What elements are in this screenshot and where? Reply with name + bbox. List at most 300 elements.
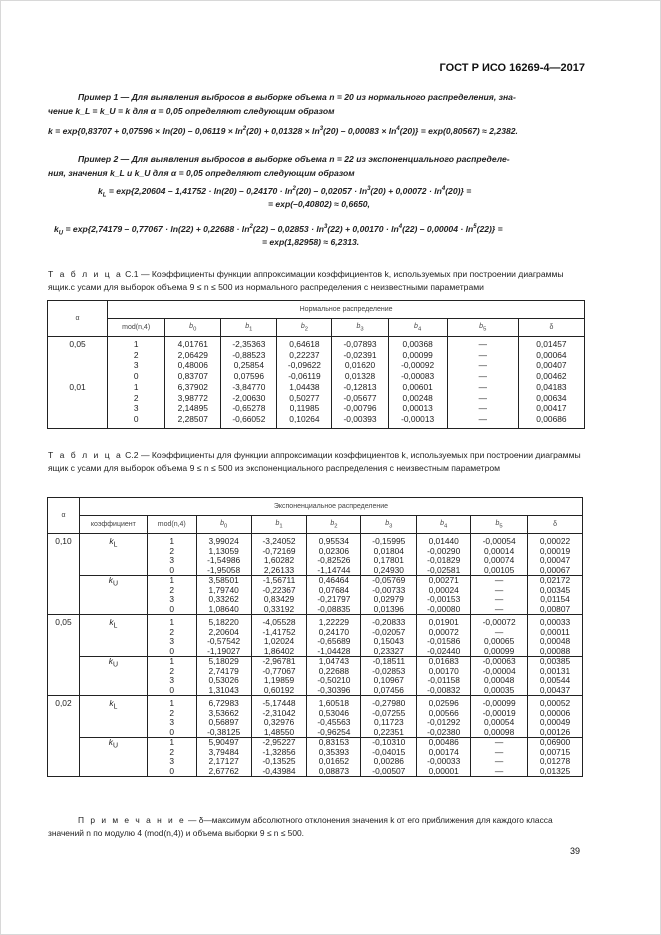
table-cell: 2 [169, 545, 175, 556]
page-number: 39 [570, 846, 581, 856]
table-cell: 0 [169, 645, 175, 656]
table-cell: 0,00019 [539, 545, 571, 556]
table-cell: 0,00011 [540, 626, 570, 637]
table-cell: 0,07456 [373, 684, 404, 695]
table-cell: -0,96254 [317, 726, 351, 737]
table-cell: 3,98772 [177, 392, 208, 403]
table-cell: 0,00098 [483, 726, 515, 737]
data-column [471, 696, 528, 738]
data-column [471, 615, 528, 657]
table-cell: 0,00072 [428, 626, 459, 637]
table-cell: 2 [169, 665, 175, 676]
data-column [251, 738, 307, 777]
formula-segment: 3 [367, 186, 371, 193]
table-cell: -1,32856 [262, 746, 296, 757]
table-cell: -0,04015 [372, 746, 406, 757]
data-column [528, 738, 583, 777]
table-cell: 0,00486 [428, 737, 459, 747]
table-cell: 1,60282 [263, 555, 295, 565]
coefficient-k: k [109, 617, 114, 627]
table-cell: 2 [169, 626, 175, 637]
table-cell: 0,56897 [208, 717, 239, 727]
table-cell: 1,19859 [263, 675, 295, 685]
table-cell: -0,66052 [232, 413, 266, 424]
data-column [196, 696, 251, 738]
header-b4 [417, 516, 471, 534]
table-cell: -4,05528 [262, 617, 296, 627]
data-column [251, 657, 307, 696]
data-column [471, 657, 528, 696]
data-column [417, 534, 471, 576]
data-column [528, 657, 583, 696]
table-cell: -0,02440 [427, 645, 461, 656]
table-cell: -0,00080 [427, 603, 461, 614]
data-column [417, 576, 471, 615]
example-1-line-1: Пример 1 — Для выявления выбросов в выборке объема n = 20 из нормального распределения, зна- [78, 92, 516, 102]
data-column [332, 337, 388, 429]
data-column [518, 337, 584, 429]
table-cell: 0,60192 [263, 684, 295, 695]
table-cell: 1,13059 [208, 545, 239, 556]
table-cell: 0,01328 [344, 371, 376, 382]
table-cell: 0,00385 [539, 656, 571, 666]
header-index: 1 [279, 523, 283, 530]
table-2-caption-text: С.2 — Коэффициенты для функции аппроксимации коэффициентов k, используемых при построении диаграммы ящик с усами для выборок объема 9 ≤ n ≤ 500 из экспоненциального распределения с неизвестным параметром [48, 450, 581, 473]
table-cell: 0,00170 [428, 665, 459, 676]
table-cell: 0,00686 [536, 413, 567, 424]
table-cell: 0,22237 [289, 349, 320, 360]
data-column [251, 615, 307, 657]
table-cell: -0,18511 [372, 656, 406, 666]
table-cell: -1,56711 [262, 575, 296, 585]
header-b0 [165, 319, 221, 337]
data-column [147, 615, 196, 657]
table-cell: — [494, 765, 504, 776]
table-cell: 3,99024 [208, 536, 239, 546]
table-cell: -0,72169 [262, 545, 296, 556]
header-b3 [361, 516, 417, 534]
data-column [447, 337, 518, 429]
table-cell: 0,02172 [539, 575, 571, 585]
table-row-group [48, 696, 583, 738]
table-cell: -0,02391 [343, 349, 377, 360]
header-b: b [440, 519, 445, 527]
table-cell: -2,31042 [262, 707, 296, 718]
table-cell: 0,01804 [373, 545, 404, 556]
table-cell: 2,14895 [177, 403, 208, 414]
table-cell: 1 [169, 575, 175, 585]
table-cell: 0,00099 [483, 645, 515, 656]
table-cell: -0,38125 [207, 726, 241, 737]
table-cell: 0 [133, 413, 139, 424]
table-cell: 0,83153 [318, 737, 350, 747]
formula-segment: 3 [319, 126, 324, 133]
table-cell: 0,15043 [373, 636, 404, 646]
table-cell: 1 [169, 656, 175, 666]
table-1-label: Т а б л и ц а [48, 269, 123, 279]
table-cell: -3,84770 [232, 381, 266, 392]
formula-segment: (20) + 0,01328 × ln [246, 126, 320, 136]
coefficient-k: k [108, 656, 113, 666]
header-b: b [330, 519, 335, 527]
table-cell: -0,01586 [427, 636, 461, 646]
table-cell: -0,00072 [482, 617, 516, 627]
table-cell: -3,24052 [262, 536, 296, 546]
table-cell: -0,30396 [317, 684, 351, 695]
table-cell: -0,13525 [262, 756, 296, 766]
data-column [471, 576, 528, 615]
table-cell: -0,00290 [427, 545, 461, 556]
formula-segment: 4 [441, 186, 446, 193]
table-cell: 0,00126 [539, 726, 571, 737]
table-cell: -0,02853 [372, 665, 406, 676]
header-cell: δ [518, 319, 584, 337]
table-cell: 0,00014 [483, 545, 515, 556]
example-2 [48, 152, 586, 180]
table-cell: -2,35363 [232, 339, 266, 349]
formula-ku-result: = exp(1,82958) ≈ 6,2313. [262, 237, 360, 247]
header-index: 0 [193, 326, 197, 333]
data-column [147, 738, 196, 777]
coefficient-cell [79, 576, 147, 615]
header-row-2 [48, 319, 585, 337]
formula-segment: k [54, 224, 59, 234]
table-cell: -2,96781 [262, 656, 296, 666]
table-cell: 0,00054 [483, 717, 515, 727]
table-cell: 1 [169, 698, 175, 708]
header-index: 1 [249, 326, 253, 333]
table-cell: 0,00566 [428, 707, 459, 718]
table-cell: -0,10310 [372, 737, 406, 747]
formula-segment: (22) – 0,00004 · ln [402, 224, 474, 234]
data-column [277, 337, 332, 429]
table-note [48, 814, 588, 840]
data-column [196, 738, 251, 777]
table-1 [47, 300, 585, 429]
table-cell: — [494, 756, 504, 766]
data-column [471, 738, 528, 777]
header-b1 [251, 516, 307, 534]
table-cell: — [494, 594, 504, 604]
table-cell: -0,20833 [372, 617, 406, 627]
formula-segment: (22) – 0,02853 · ln [252, 224, 324, 234]
table-cell: 0,46464 [318, 575, 350, 585]
table-cell: -0,00004 [482, 665, 516, 676]
table-cell: -1,04428 [317, 645, 351, 656]
table-cell: 0,25854 [233, 360, 264, 371]
table-cell: 0,00048 [483, 675, 515, 685]
table-cell: 0,00099 [402, 349, 433, 360]
formula-segment: 3 [323, 224, 328, 231]
table-cell: -0,00393 [343, 413, 377, 424]
header-b: b [300, 322, 305, 330]
header-alpha: α [48, 301, 108, 337]
formula-segment: k = exp{0,83707 + 0,07596 × ln(20) – 0,06119 × ln [48, 126, 243, 136]
table-cell: -0,21797 [317, 594, 351, 604]
table-cell: 0 [133, 371, 139, 382]
formula-segment: (22)} = [476, 224, 503, 234]
example-1-line-2: чение k_L = k_U = k для α = 0,05 определяют следующим образом [48, 106, 335, 116]
header-b5 [447, 319, 518, 337]
data-column [307, 657, 361, 696]
table-cell: 0,01457 [536, 339, 567, 349]
table-cell: 0,24170 [318, 626, 350, 637]
data-column [165, 337, 221, 429]
table-cell: 0,48006 [177, 360, 208, 371]
formula-segment: (20)} = [445, 186, 472, 196]
table-cell: 1,22229 [318, 617, 350, 627]
table-cell: -0,27980 [372, 698, 406, 708]
table-cell: — [494, 626, 504, 637]
table-cell: -0,00507 [372, 765, 406, 776]
coefficient-index: L [113, 541, 118, 549]
alpha-value: 0,10 [48, 534, 80, 615]
table-cell: 0,04183 [536, 381, 567, 392]
table-2 [47, 497, 583, 777]
table-cell: 3,79484 [208, 746, 239, 757]
data-column [196, 615, 251, 657]
table-cell: 1 [133, 339, 139, 349]
formula-segment: (20)} = exp(0,80567) ≈ 2,2382. [399, 126, 518, 136]
table-cell: 1,08640 [208, 603, 239, 614]
table-cell: — [478, 360, 487, 371]
header-index: 2 [334, 523, 338, 530]
table-1-caption [48, 268, 588, 293]
table-cell: 2 [169, 746, 175, 757]
table-row-group [48, 615, 583, 657]
header-b: b [220, 519, 224, 527]
table-cell: -0,06119 [288, 371, 321, 382]
table-cell: 0,33262 [208, 594, 239, 604]
header-b1 [221, 319, 277, 337]
data-column [307, 615, 361, 657]
table-cell: 0,83429 [263, 594, 295, 604]
header-b5 [471, 516, 528, 534]
table-cell: 1,48550 [263, 726, 295, 737]
header-cell: коэффициент [79, 516, 147, 534]
table-cell: 0,00271 [428, 575, 459, 585]
table-cell: 0,00462 [536, 371, 567, 382]
table-cell: -0,43984 [262, 765, 296, 776]
table-cell: 1,04743 [318, 656, 350, 666]
table-cell: 0,11985 [289, 403, 320, 414]
table-cell: -0,05769 [372, 575, 406, 585]
table-cell: 0,00601 [402, 381, 433, 392]
table-cell: 0 [169, 603, 175, 614]
table-cell: 5,90497 [208, 737, 239, 747]
formula-segment: 4 [396, 126, 400, 133]
header-b: b [385, 519, 390, 527]
data-column [147, 657, 196, 696]
data-column [307, 534, 361, 576]
table-cell: — [494, 584, 504, 595]
data-column [361, 615, 417, 657]
table-cell: 0,35393 [318, 746, 350, 757]
table-cell: 0,53046 [318, 707, 350, 718]
table-cell: 3 [169, 555, 175, 565]
header-cell: δ [528, 516, 583, 534]
table-cell: — [478, 413, 487, 424]
data-column [528, 615, 583, 657]
table-cell: 0,00022 [539, 536, 571, 546]
data-column [471, 534, 528, 576]
table-cell: 0,00052 [539, 698, 571, 708]
coefficient-cell [79, 738, 147, 777]
table-cell: 0,00067 [539, 564, 571, 575]
table-cell: 0,33192 [263, 603, 295, 614]
formula-segment: = exp{2,20604 – 1,41752 · ln(20) – 0,24170 · ln [106, 186, 293, 196]
header-row-1 [48, 498, 583, 516]
formula-example-1 [48, 126, 518, 136]
table-cell: 3 [169, 636, 175, 646]
data-column [307, 576, 361, 615]
formula-segment: (22) + 0,00170 · ln [327, 224, 399, 234]
table-cell: -0,00796 [343, 403, 377, 414]
table-cell: 2,74179 [208, 665, 239, 676]
table-cell: -2,95227 [262, 737, 296, 747]
table-cell: 0,00131 [539, 665, 571, 676]
header-cell: mod(n,4) [147, 516, 196, 534]
group-header: Нормальное распределение [108, 301, 585, 319]
data-column [417, 696, 471, 738]
table-cell: 0,02596 [428, 698, 459, 708]
table-cell: -0,00063 [482, 656, 516, 666]
table-cell: -1,14744 [317, 564, 351, 575]
data-column [528, 576, 583, 615]
formula-segment: (20) + 0,00072 · ln [370, 186, 442, 196]
table-cell: 0,00286 [373, 756, 404, 766]
table-cell: 0,00001 [428, 765, 459, 776]
table-cell: 6,37902 [177, 381, 208, 392]
coefficient-cell [79, 615, 147, 657]
formula-kl [98, 186, 471, 199]
formula-kl-result: = exp(–0,40802) ≈ 0,6650, [268, 199, 370, 209]
header-b: b [414, 322, 418, 330]
table-cell: -0,00153 [427, 594, 461, 604]
table-cell: 1 [169, 737, 175, 747]
table-cell: 0,02979 [373, 594, 404, 604]
data-column [417, 738, 471, 777]
table-cell: -2,00630 [232, 392, 266, 403]
table-cell: 0,01154 [540, 594, 570, 604]
table-cell: -0,05677 [343, 392, 377, 403]
table-cell: -0,09622 [287, 360, 321, 371]
data-column [417, 615, 471, 657]
table-cell: 0,00033 [539, 617, 571, 627]
table-cell: 0,22688 [318, 665, 350, 676]
header-b: b [189, 322, 194, 330]
table-row-group [48, 576, 583, 615]
formula-segment: U [58, 230, 64, 237]
table-cell: 0 [169, 564, 175, 575]
data-column [251, 696, 307, 738]
table-cell: 0,23327 [373, 645, 404, 656]
table-cell: -0,02057 [372, 626, 406, 637]
table-cell: 0,83707 [177, 371, 208, 382]
coefficient-k: k [109, 698, 114, 708]
data-column [251, 576, 307, 615]
table-cell: -0,01292 [427, 717, 461, 727]
table-cell: 0,00048 [539, 636, 571, 646]
table-cell: 0,00345 [539, 584, 571, 595]
table-cell: 2 [169, 584, 175, 595]
data-column [388, 337, 447, 429]
table-cell: 2 [169, 707, 175, 718]
table-cell: -0,08835 [317, 603, 351, 614]
header-index: 5 [499, 523, 503, 530]
table-cell: -1,41752 [262, 626, 296, 637]
table-cell: — [478, 381, 487, 392]
table-cell: 2,20604 [208, 626, 239, 637]
table-cell: 1,79740 [208, 584, 239, 595]
alpha-value: 0,05 [48, 615, 80, 696]
formula-segment: k [98, 186, 103, 196]
coefficient-k: k [109, 536, 114, 546]
table-cell: 0,01683 [428, 656, 459, 666]
table-cell: 1 [169, 536, 175, 546]
table-cell: 1,02024 [263, 636, 295, 646]
table-cell: -0,00054 [482, 536, 516, 546]
table-cell: 0,06900 [539, 737, 571, 747]
table-cell: -0,00013 [401, 413, 435, 424]
alpha-value: 0,01 [69, 381, 86, 392]
formula-segment: 2 [292, 186, 296, 193]
header-alpha: α [48, 498, 80, 534]
table-cell: 3,58501 [208, 575, 239, 585]
table-cell: 0 [169, 726, 175, 737]
header-index: 4 [417, 326, 422, 333]
table-cell: — [478, 403, 487, 414]
table-row-group [48, 738, 583, 777]
table-cell: 0,01901 [428, 617, 459, 627]
header-b: b [479, 322, 484, 330]
header-b: b [356, 322, 361, 330]
table-cell: -0,82526 [317, 555, 351, 565]
table-cell: -0,50210 [317, 675, 351, 685]
formula-segment: 2 [249, 224, 253, 231]
table-cell: — [478, 371, 487, 382]
table-cell: 0,00544 [539, 675, 571, 685]
table-cell: 3 [169, 756, 175, 766]
table-cell: 0,00047 [539, 555, 571, 565]
table-cell: — [494, 737, 504, 747]
table-cell: 1,60518 [318, 698, 350, 708]
header-b0 [196, 516, 251, 534]
header-b: b [245, 322, 250, 330]
table-cell: 0,22351 [373, 726, 404, 737]
coefficient-k: k [108, 737, 113, 747]
table-cell: 1,31043 [208, 684, 239, 695]
header-b4 [388, 319, 447, 337]
table-cell: 1,04438 [289, 381, 320, 392]
table-cell: 0,24930 [373, 564, 404, 575]
table-cell: 0,00064 [536, 349, 567, 360]
data-column [361, 657, 417, 696]
header-b2 [277, 319, 332, 337]
table-cell: -1,19027 [207, 645, 241, 656]
table-cell: 0,10264 [289, 413, 320, 424]
table-cell: -0,00083 [401, 371, 435, 382]
table-cell: 0,00088 [539, 645, 571, 656]
table-cell: -0,00733 [372, 584, 406, 595]
table-cell: 2,17127 [208, 756, 239, 766]
table-cell: — [478, 392, 487, 403]
data-column [196, 576, 251, 615]
table-cell: 0,17801 [373, 555, 404, 565]
header-index: 2 [304, 326, 309, 333]
table-cell: -0,00019 [482, 707, 516, 718]
header-index: 3 [389, 523, 393, 530]
